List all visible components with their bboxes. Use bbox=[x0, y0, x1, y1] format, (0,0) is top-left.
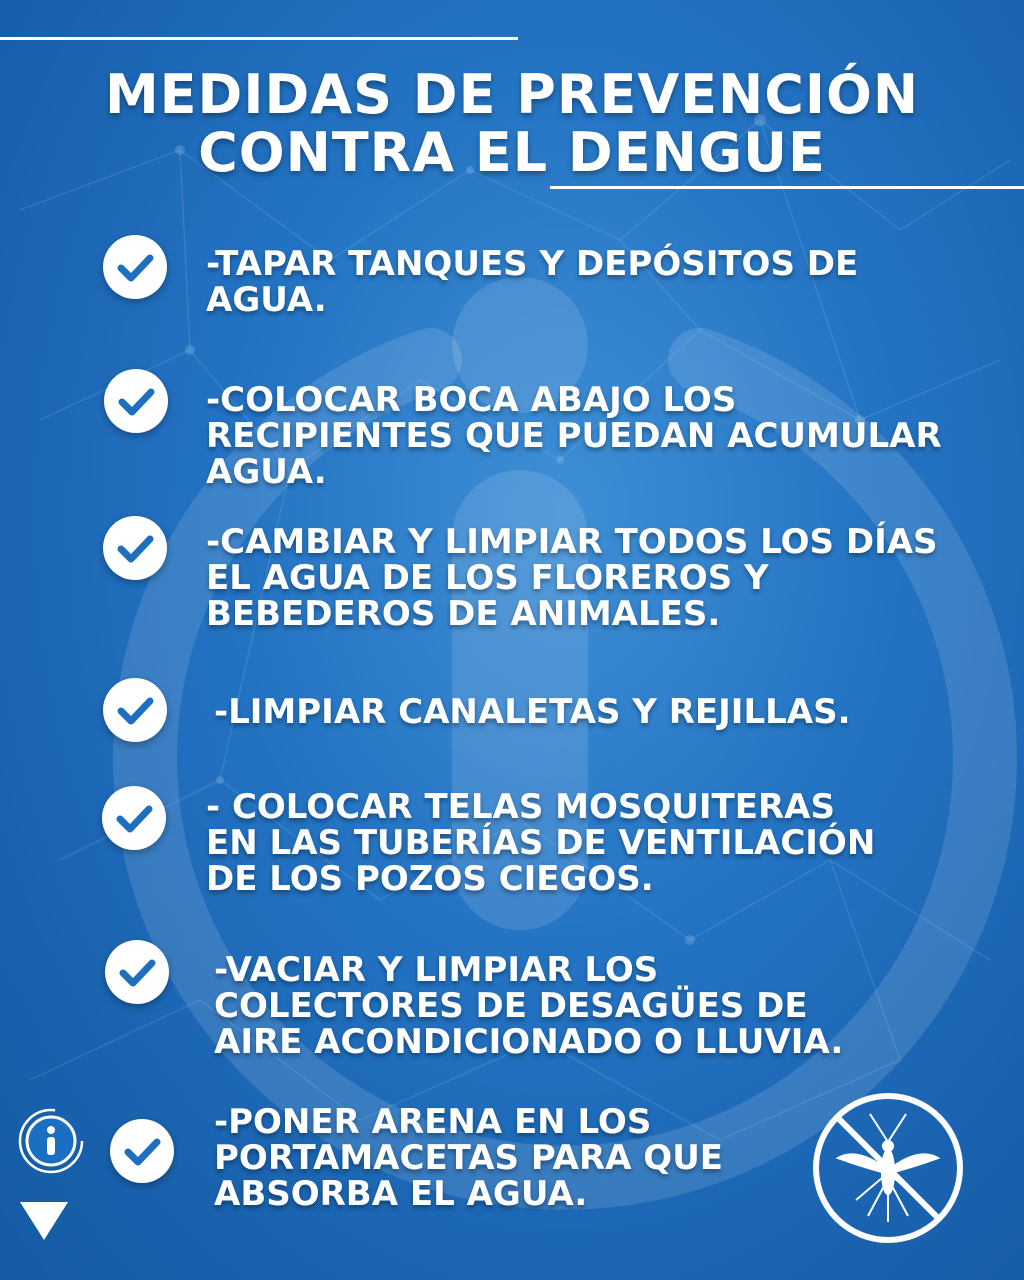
item-line: RECIPIENTES QUE PUEDAN ACUMULAR bbox=[206, 416, 942, 456]
title-line-1: MEDIDAS DE PREVENCIÓN bbox=[104, 63, 920, 126]
info-logo-icon bbox=[18, 1108, 84, 1174]
check-circle-icon bbox=[103, 235, 167, 299]
item-text bbox=[214, 952, 843, 1060]
title-line-2: CONTRA EL DENGUE bbox=[198, 121, 826, 184]
item-line: PORTAMACETAS PARA QUE bbox=[214, 1138, 724, 1178]
check-circle-icon bbox=[103, 516, 167, 580]
down-triangle-icon bbox=[16, 1198, 72, 1244]
item-line: AGUA. bbox=[206, 452, 327, 492]
item-text bbox=[206, 382, 942, 490]
item-line: -PONER ARENA EN LOS bbox=[214, 1102, 652, 1142]
item-line: -CAMBIAR Y LIMPIAR TODOS LOS DÍAS bbox=[206, 522, 938, 562]
page-title bbox=[0, 63, 1024, 184]
item-line: -TAPAR TANQUES Y DEPÓSITOS DE bbox=[206, 244, 859, 284]
item-line: EL AGUA DE LOS FLOREROS Y bbox=[206, 558, 769, 598]
item-line: -LIMPIAR CANALETAS Y REJILLAS. bbox=[214, 692, 851, 732]
top-divider-line bbox=[0, 37, 518, 40]
item-line: -COLOCAR BOCA ABAJO LOS bbox=[206, 380, 737, 420]
item-line: AGUA. bbox=[206, 280, 327, 320]
item-text bbox=[206, 524, 938, 632]
title-underline bbox=[550, 186, 1024, 189]
item-text bbox=[214, 694, 851, 730]
check-circle-icon bbox=[105, 940, 169, 1004]
item-line: - COLOCAR TELAS MOSQUITERAS bbox=[206, 787, 835, 827]
no-mosquito-icon bbox=[808, 1088, 968, 1248]
item-line: COLECTORES DE DESAGÜES DE bbox=[214, 986, 808, 1026]
item-line: DE LOS POZOS CIEGOS. bbox=[206, 859, 654, 899]
item-line: ABSORBA EL AGUA. bbox=[214, 1174, 588, 1214]
item-text bbox=[206, 789, 875, 897]
item-line: BEBEDEROS DE ANIMALES. bbox=[206, 594, 721, 634]
item-line: EN LAS TUBERÍAS DE VENTILACIÓN bbox=[206, 823, 876, 863]
check-circle-icon bbox=[104, 369, 168, 433]
item-line: -VACIAR Y LIMPIAR LOS bbox=[214, 950, 659, 990]
item-line: AIRE ACONDICIONADO O LLUVIA. bbox=[214, 1022, 844, 1062]
check-circle-icon bbox=[110, 1119, 174, 1183]
item-text bbox=[214, 1104, 723, 1212]
check-circle-icon bbox=[102, 786, 166, 850]
check-circle-icon bbox=[103, 678, 167, 742]
item-text bbox=[206, 246, 858, 318]
